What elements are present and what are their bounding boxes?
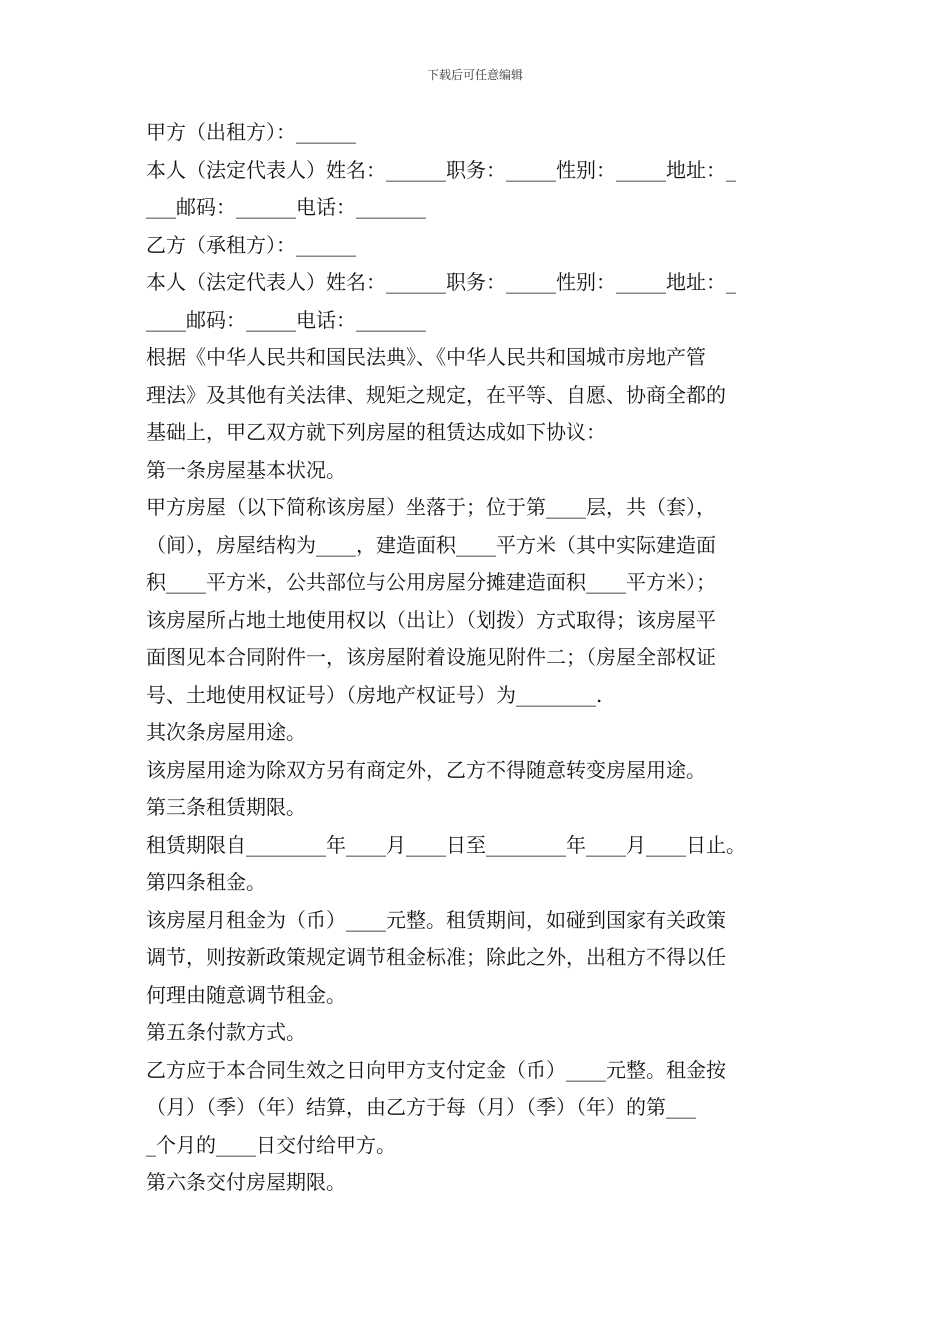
party-a-contact-line: ___邮码：______电话：_______: [146, 195, 426, 219]
party-b-contact-line: ____邮码：_____电话：_______: [146, 307, 426, 332]
article-2-text: 该房屋用途为除双方另有商定外，乙方不得随意转变房屋用途。: [146, 757, 706, 782]
page-header: 下载后可任意编辑: [426, 68, 523, 82]
article-2-heading: 其次条房屋用途。: [146, 720, 306, 744]
article-4-text: 该房屋月租金为（币）____元整。租赁期间，如碰到国家有关政策: [146, 907, 726, 932]
preamble-line: 理法》及其他有关法律、规矩之规定，在平等、自愿、协商全都的: [146, 382, 726, 407]
article-5-text: 乙方应于本合同生效之日向甲方支付定金（币）____元整。租金按: [146, 1057, 726, 1082]
preamble-line: 基础上，甲乙双方就下列房屋的租赁达成如下协议：: [146, 420, 606, 444]
article-1-text: 甲方房屋（以下简称该房屋）坐落于；位于第____层，共（套），: [146, 495, 716, 519]
article-1-text: 号、土地使用权证号）（房地产权证号）为________.: [146, 682, 603, 707]
article-1-text: 该房屋所占地土地使用权以（出让）（划拨）方式取得；该房屋平: [146, 607, 716, 632]
party-a-line: 甲方（出租方）：______: [146, 120, 356, 144]
party-a-rep-line: 本人（法定代表人）姓名：______职务：_____性别：_____地址：_: [146, 157, 736, 182]
article-4-heading: 第四条租金。: [146, 870, 266, 894]
article-5-text: _个月的____日交付给甲方。: [146, 1132, 396, 1157]
article-3-text: 租赁期限自________年____月____日至________年____月____日止。: [146, 832, 746, 857]
article-1-text: 面图见本合同附件一，该房屋附着设施见附件二；（房屋全部权证: [146, 645, 716, 669]
contract-body: [146, 114, 808, 1202]
article-4-text: 何理由随意调节租金。: [146, 982, 346, 1007]
preamble-line: 根据《中华人民共和国民法典》、《中华人民共和国城市房地产管: [146, 345, 706, 369]
article-1-text: （间），房屋结构为____，建造面积____平方米（其中实际建造面: [146, 532, 716, 557]
article-4-text: 调节，则按新政策规定调节租金标准；除此之外，出租方不得以任: [146, 945, 726, 969]
article-1-heading: 第一条房屋基本状况。: [146, 457, 346, 482]
article-1-text: 积____平方米，公共部位与公用房屋分摊建造面积____平方米）；: [146, 570, 716, 594]
article-5-text: （月）（季）（年）结算，由乙方于每（月）（季）（年）的第___: [146, 1095, 696, 1119]
article-6-heading: 第六条交付房屋期限。: [146, 1170, 346, 1194]
article-5-heading: 第五条付款方式。: [146, 1020, 306, 1044]
party-b-rep-line: 本人（法定代表人）姓名：______职务：_____性别：_____地址：_: [146, 270, 736, 294]
party-b-line: 乙方（承租方）：______: [146, 232, 356, 257]
article-3-heading: 第三条租赁期限。: [146, 795, 306, 819]
